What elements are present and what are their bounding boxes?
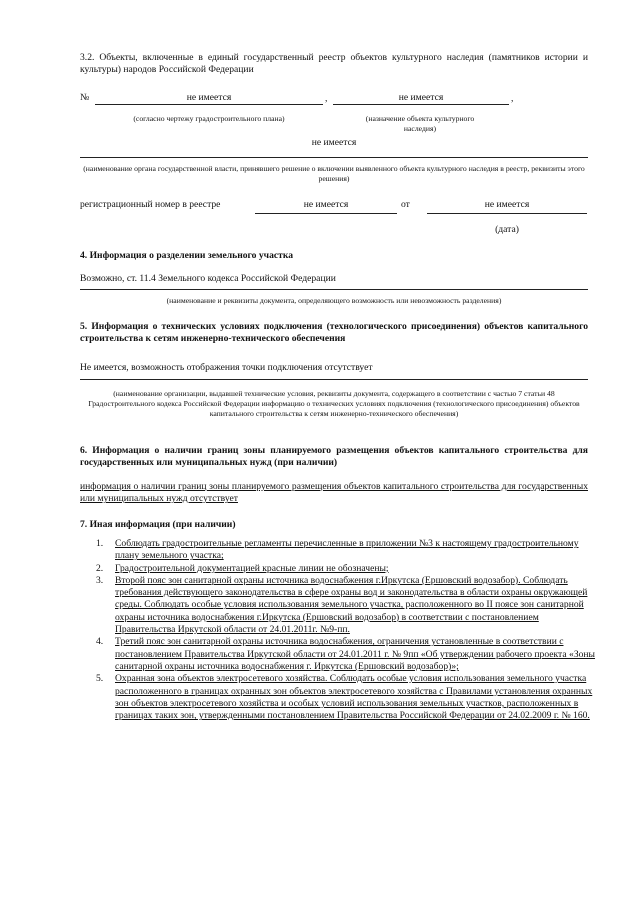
- section-4-value: Возможно, ст. 11.4 Земельного кодекса Российской Федерации: [80, 273, 336, 284]
- caption-authority: (наименование органа государственной власти, принявшего решение о включении выявленного объекта культурного наследия в реестр, реквизиты этого решения): [83, 164, 585, 183]
- list-item-text: Третий пояс зон санитарной охраны источника водоснабжения, ограничения установленные в соответствии с постановлением Правительства Иркутской области от 24.01.2011 г. № 9пп «Об утверждении рабочего проекта «Зоны санитарной охраны источника водоснабжения г. Иркутска (Ершовский водозабор)»;: [115, 636, 596, 672]
- underline-registration-date: [427, 213, 587, 214]
- section-6-heading: 6. Информация о наличии границ зоны планируемого размещения объектов капитального строительства для государственных или муниципальных нужд (при наличии): [80, 445, 588, 469]
- underline-section-4: [80, 289, 588, 290]
- list-item: [96, 538, 596, 563]
- registration-number-value: не имеется: [303, 199, 349, 210]
- underline-section-5: [80, 379, 588, 380]
- underline-registration-number: [255, 213, 397, 214]
- section-4-heading: 4. Информация о разделении земельного участка: [80, 250, 294, 261]
- list-item-number: 1.: [96, 538, 104, 549]
- caption-section-4: (наименование и реквизиты документа, определяющего возможность или невозможность разделения): [166, 296, 502, 305]
- separator-comma-1: ,: [325, 93, 328, 104]
- object-purpose-value: не имеется: [398, 92, 444, 103]
- caption-object-number: (согласно чертежу градостроительного плана): [133, 114, 285, 123]
- list-item-text: Охранная зона объектов электросетевого хозяйства. Соблюдать особые условия использования земельного участка расположенного в границах охранных зон объектов электросетевого хозяйства с Правилами установления охранных зон объектов электросетевого хозяйства и особых условий использования земельных участков, расположенных в границах таких зон, утвержденными постановлением Правительства Российской Федерации от 24.02.2009 г. № 160.: [115, 673, 593, 722]
- list-item-number: 5.: [96, 673, 104, 685]
- list-item-number: 2.: [96, 562, 104, 574]
- section-3-2-heading: 3.2. Объекты, включенные в единый государственный реестр объектов культурного наследия (памятников истории и культуры) народов Российской Федерации: [80, 52, 588, 76]
- caption-section-5: (наименование организации, выдавшей технические условия, реквизиты документа, содержащего в соответствии с частью 7 статьи 48 Градостроительного кодекса Российской Федерации информацию о технических условиях подключения (технологического присоединения) объектов капитального строительства к сетям инженерно-технического обеспечения): [88, 389, 580, 418]
- registration-date-value: не имеется: [484, 199, 530, 210]
- section-7-heading: 7. Иная информация (при наличии): [80, 519, 236, 530]
- caption-date: (дата): [495, 224, 519, 235]
- registration-label: регистрационный номер в реестре: [80, 199, 221, 210]
- number-sign: №: [80, 92, 90, 103]
- list-item-number: 4.: [96, 636, 104, 648]
- list-item-text: Градостроительной документацией красные линии не обозначены;: [115, 562, 389, 574]
- list-item: [96, 673, 596, 722]
- list-item-text: Соблюдать градостроительные регламенты перечисленные в приложении №3 к настоящему градостроительному плану земельного участка;: [115, 538, 579, 562]
- section-5-value: Не имеется, возможность отображения точки подключения отсутствует: [80, 362, 373, 373]
- list-item: [96, 636, 596, 673]
- list-item: [96, 563, 596, 575]
- authority-value: не имеется: [311, 137, 357, 148]
- list-item: [96, 575, 596, 636]
- section-5-heading: 5. Информация о технических условиях подключения (технологического присоединения) объектов капитального строительства к сетям инженерно-технического обеспечения: [80, 321, 588, 345]
- from-label: от: [401, 199, 410, 210]
- other-info-list: [96, 538, 596, 722]
- caption-object-purpose: (назначение объекта культурного наследия): [365, 114, 475, 133]
- underline-authority: [80, 157, 588, 158]
- separator-comma-2: ,: [511, 93, 514, 104]
- list-item-text: Второй пояс зон санитарной охраны источника водоснабжения г.Иркутска (Ершовский водозабор). Соблюдать требования действующего законодательства в сфере охраны вод и законодательства в области охраны окружающей среды. Соблюдать особые условия использования земельного участка, расположенного во II поясе зон санитарной охраны источника водоснабжения г.Иркутска (Ершовский водозабор) в соответствии с постановлением Правительства Иркутской области от 24.01.2011г. №9-пп.: [115, 574, 588, 636]
- list-item-number: 3.: [96, 574, 104, 586]
- object-number-value: не имеется: [186, 92, 232, 103]
- section-6-value: информация о наличии границ зоны планируемого размещения объектов капитального строительства для государственных или муниципальных нужд отсутствует: [80, 481, 588, 505]
